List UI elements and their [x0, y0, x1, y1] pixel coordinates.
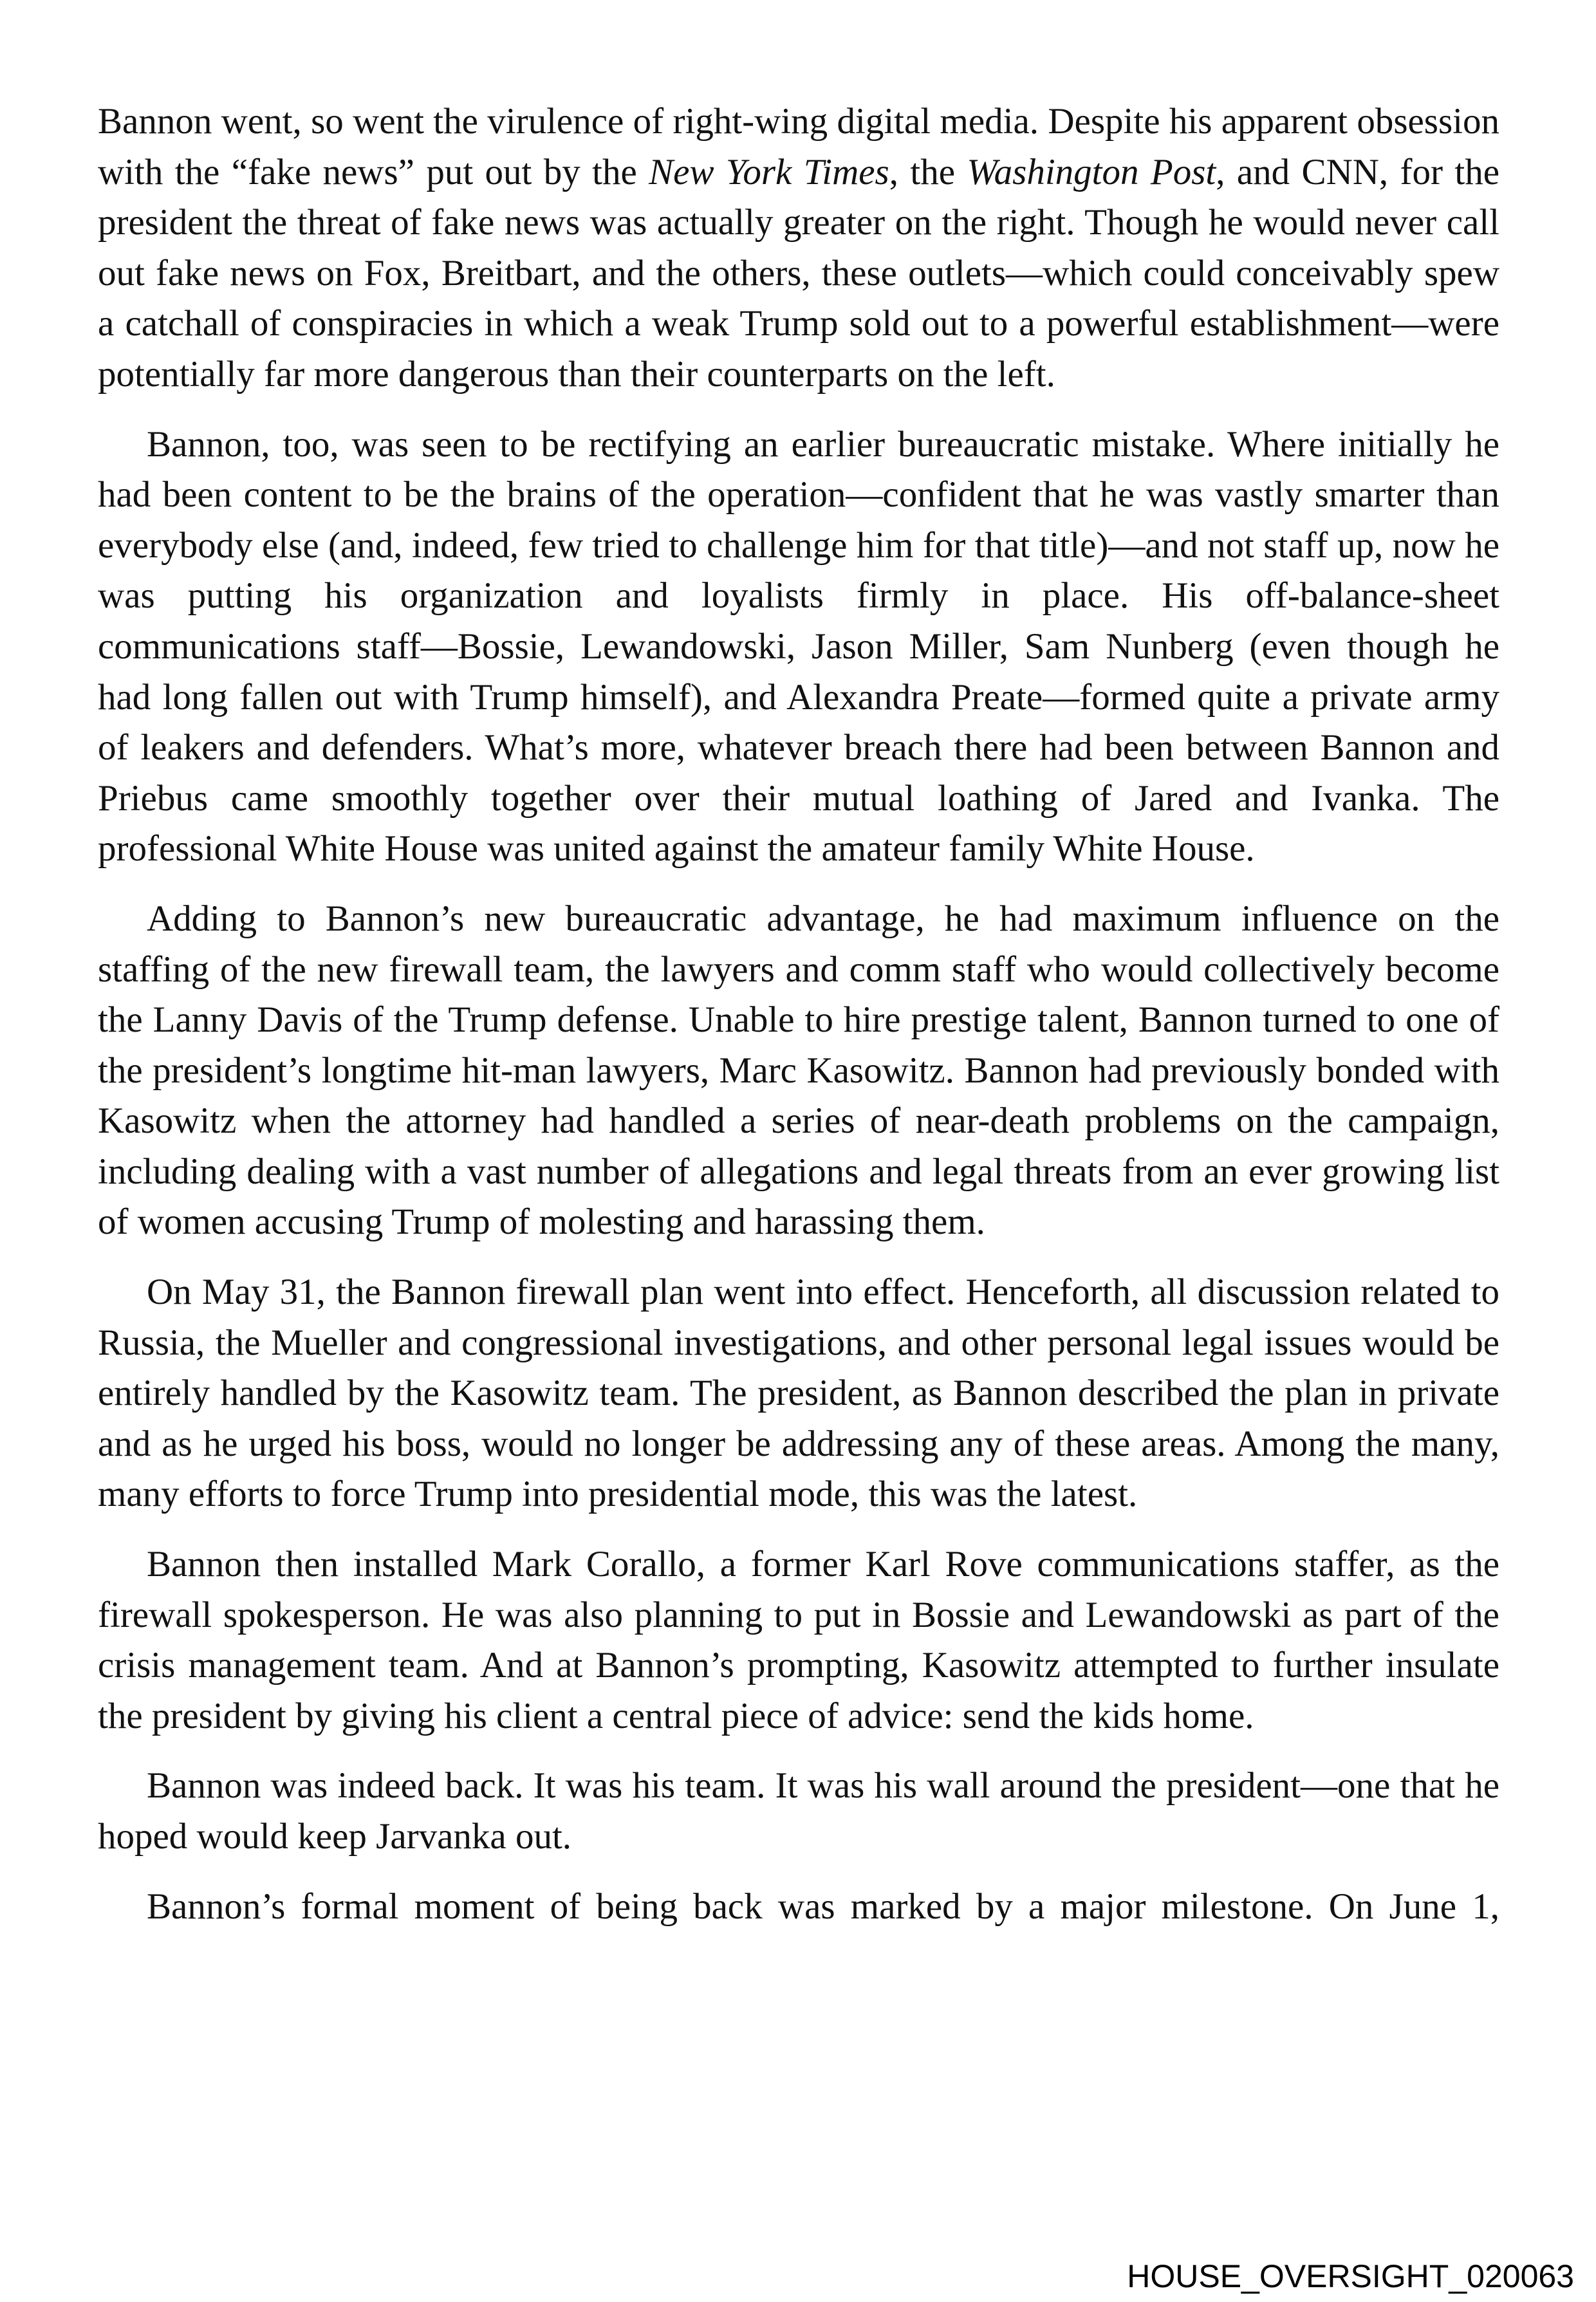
paragraph-1: [98, 97, 1499, 400]
paragraph-7: [98, 1882, 1499, 1933]
paragraph-2-text: Bannon, too, was seen to be rectifying an earlier bureaucratic mistake. Where initially he had been content to be the brains of the operation—confident that he was vastly smarter than everybody else (and, indeed, few tried to challenge him for that title)—and not staff up, now he was putting his organization and loyalists firmly in place. His off-balance-sheet communications staff—Bossie, Lewandowski, Jason Miller, Sam Nunberg (even though he had long fallen out with Trump himself), and Alexandra Preate—formed quite a private army of leakers and defenders. What’s more, whatever breach there had been between Bannon and Priebus came smoothly together over their mutual loathing of Jared and Ivanka. The professional White House was united against the amateur family White House.: [98, 423, 1499, 869]
page-body: [98, 97, 1499, 1951]
paragraph-3-text: Adding to Bannon’s new bureaucratic advantage, he had maximum influence on the staffing of the new firewall team, the lawyers and comm staff who would collectively become the Lanny Davis of the Trump defense. Unable to hire prestige talent, Bannon turned to one of the president’s longtime hit-man lawyers, Marc Kasowitz. Bannon had previously bonded with Kasowitz when the attorney had handled a series of near-death problems on the campaign, including dealing with a vast number of allegations and legal threats from an ever growing list of women accusing Trump of molesting and harassing them.: [98, 898, 1499, 1243]
bates-stamp: HOUSE_OVERSIGHT_020063: [1127, 2258, 1574, 2294]
publication-title-washington-post: Washington Post: [967, 151, 1216, 192]
paragraph-6: [98, 1761, 1499, 1862]
paragraph-7-text: Bannon’s formal moment of being back was marked by a major milestone. On June 1,: [147, 1886, 1499, 1927]
paragraph-1-text-1: Bannon went, so went the virulence of right-wing digital media. Despite his apparent obsession with the “fake news” put out by the: [98, 101, 1499, 192]
paragraph-4-text: On May 31, the Bannon firewall plan went into effect. Henceforth, all discussion related to Russia, the Mueller and congressional investigations, and other personal legal issues would be entirely handled by the Kasowitz team. The president, as Bannon described the plan in private and as he urged his boss, would no longer be addressing any of these areas. Among the many, many efforts to force Trump into presidential mode, this was the latest.: [98, 1272, 1499, 1515]
paragraph-3: [98, 894, 1499, 1248]
publication-title-new-york-times: New York Times: [649, 151, 889, 192]
paragraph-4: [98, 1267, 1499, 1520]
paragraph-2: [98, 420, 1499, 875]
paragraph-5: [98, 1539, 1499, 1741]
paragraph-5-text: Bannon then installed Mark Corallo, a former Karl Rove communications staffer, as the firewall spokesperson. He was also planning to put in Bossie and Lewandowski as part of the crisis management team. And at Bannon’s prompting, Kasowitz attempted to further insulate the president by giving his client a central piece of advice: send the kids home.: [98, 1544, 1499, 1736]
paragraph-1-text-2: , the: [889, 151, 967, 192]
paragraph-6-text: Bannon was indeed back. It was his team. It was his wall around the president—one that he hoped would keep Jarvanka out.: [98, 1765, 1499, 1857]
paragraph-1-text-3: , and CNN, for the president the threat of fake news was actually greater on the right. Though he would never call out fake news on Fox, Breitbart, and the others, these outlets—which could conceivably spew a catchall of conspiracies in which a weak Trump sold out to a powerful establishment—were potentially far more dangerous than their counterparts on the left.: [98, 151, 1500, 394]
